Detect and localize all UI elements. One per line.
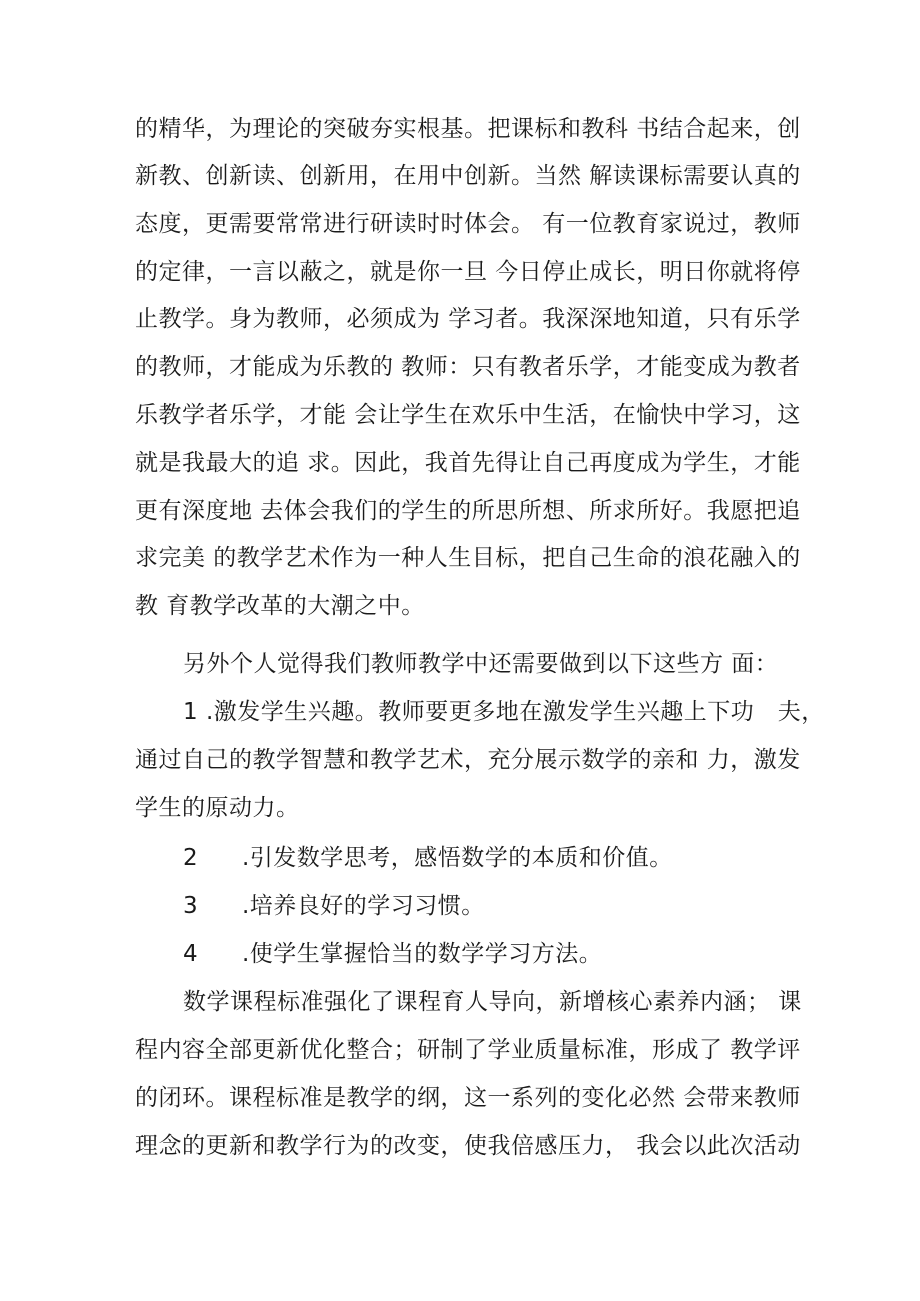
paragraph-line: 求完美 的教学艺术作为一种人生目标，把自己生命的浪花融入的 bbox=[135, 545, 801, 571]
list-item-text: .培养良好的学习习惯。 bbox=[242, 893, 485, 919]
list-item-1-line: 通过自己的教学智慧和教学艺术，充分展示数学的亲和 力，激发 bbox=[135, 747, 801, 773]
paragraph-line: 另外个人觉得我们教师教学中还需要做到以下这些方 面： bbox=[183, 651, 779, 677]
paragraph-line: 止教学。身为教师，必须成为 学习者。我深深地知道，只有乐学 bbox=[135, 306, 801, 332]
paragraph-line: 的定律，一言以蔽之，就是你一旦 今日停止成长，明日你就将停 bbox=[135, 259, 801, 285]
list-item-1-line: 学生的原动力。 bbox=[135, 795, 300, 821]
paragraph-line: 新教、创新读、创新用，在用中创新。当然 解读课标需要认真的 bbox=[135, 163, 801, 189]
paragraph-line: 的闭环。课程标准是教学的纲，这一系列的变化必然 会带来教师 bbox=[135, 1085, 801, 1111]
list-item-number: 3 bbox=[183, 893, 198, 919]
list-item-1-line: 1 .激发学生兴趣。教师要更多地在激发学生兴趣上下功 夫， bbox=[183, 699, 825, 725]
paragraph-line: 教 育教学改革的大潮之中。 bbox=[135, 593, 425, 619]
list-item-number: 2 bbox=[183, 845, 198, 871]
paragraph-line: 乐教学者乐学，才能 会让学生在欢乐中生活，在愉快中学习，这 bbox=[135, 402, 801, 428]
list-item-text: .引发数学思考，感悟数学的本质和价值。 bbox=[242, 845, 673, 871]
paragraph-line: 态度，更需要常常进行研读时时体会。 有一位教育家说过，教师 bbox=[135, 211, 801, 237]
paragraph-line: 就是我最大的追 求。因此，我首先得让自己再度成为学生，才能 bbox=[135, 450, 801, 476]
paragraph-line: 程内容全部更新优化整合；研制了学业质量标准，形成了 教学评 bbox=[135, 1037, 801, 1063]
list-item-number: 4 bbox=[183, 941, 198, 967]
paragraph-line: 更有深度地 去体会我们的学生的所思所想、所求所好。我愿把追 bbox=[135, 498, 801, 524]
paragraph-line: 数学课程标准强化了课程育人导向，新增核心素养内涵； 课 bbox=[183, 989, 802, 1015]
paragraph-line: 理念的更新和教学行为的改变，使我倍感压力， 我会以此次活动 bbox=[135, 1133, 801, 1159]
list-item-text: .使学生掌握恰当的数学学习方法。 bbox=[242, 941, 603, 967]
paragraph-line: 的精华，为理论的突破夯实根基。把课标和教科 书结合起来，创 bbox=[135, 116, 801, 142]
paragraph-line: 的教师，才能成为乐教的 教师：只有教者乐学，才能变成为教者 bbox=[135, 354, 801, 380]
